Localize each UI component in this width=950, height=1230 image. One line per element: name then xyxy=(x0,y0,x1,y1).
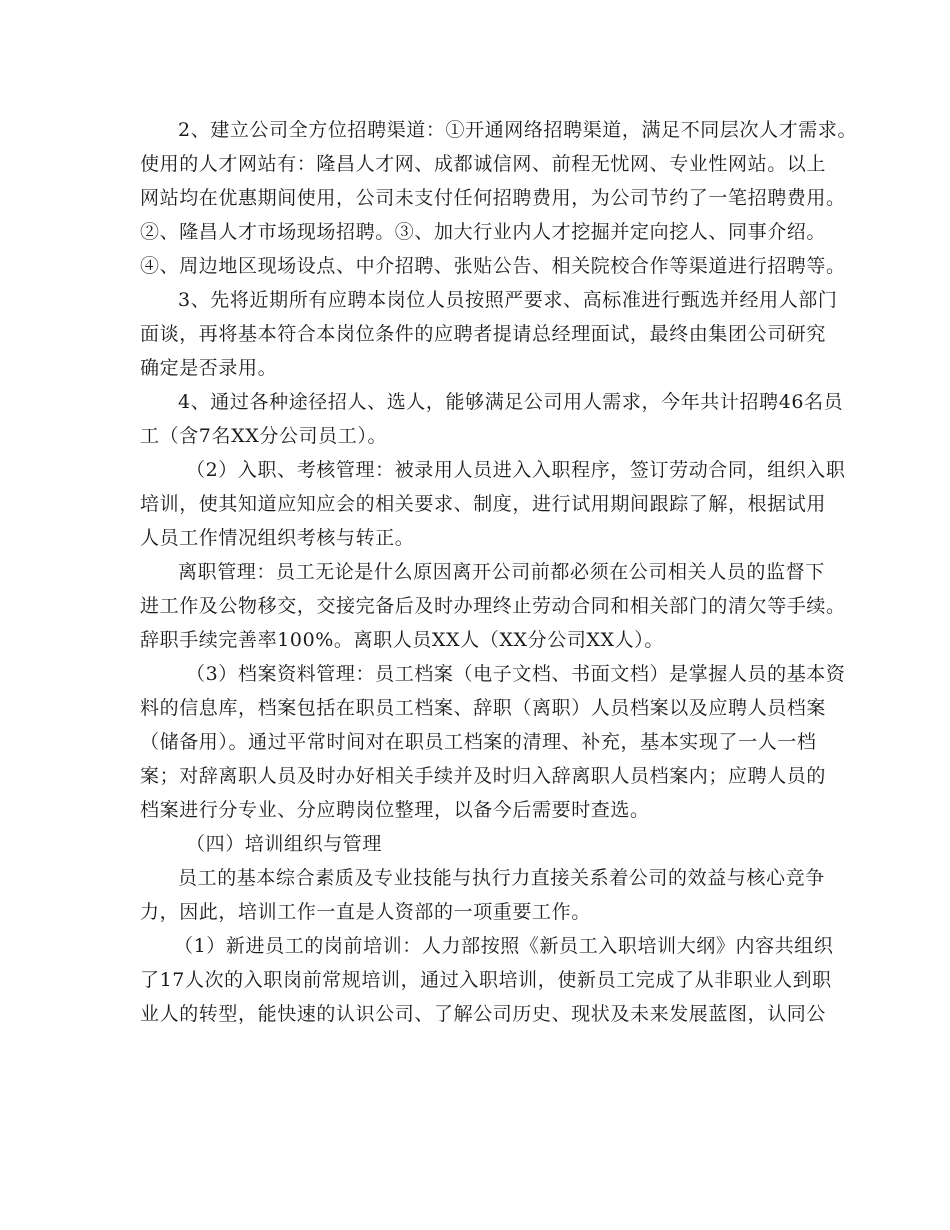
paragraph-line: ②、隆昌人才市场现场招聘。③、加大行业内人才挖掘并定向挖人、同事介绍。 xyxy=(140,221,827,243)
paragraph-line: 面谈，再将基本符合本岗位条件的应聘者提请总经理面试，最终由集团公司研究 xyxy=(140,323,827,345)
paragraph-line: 辞职手续完善率100%。离职人员XX人（XX分公司XX人）。 xyxy=(140,629,664,651)
paragraph-line: 离职管理：员工无论是什么原因离开公司前都必须在公司相关人员的监督下 xyxy=(178,561,825,583)
paragraph-line: 了17人次的入职岗前常规培训，通过入职培训，使新员工完成了从非职业人到职 xyxy=(140,969,832,991)
paragraph-line: （3）档案资料管理：员工档案（电子文档、书面文档）是掌握人员的基本资 xyxy=(186,663,846,685)
paragraph-line: 力，因此，培训工作一直是人资部的一项重要工作。 xyxy=(140,901,591,923)
paragraph-line: （1）新进员工的岗前培训：人力部按照《新员工入职培训大纲》内容共组织 xyxy=(174,935,834,957)
paragraph-line: ④、周边地区现场设点、中介招聘、张贴公告、相关院校合作等渠道进行招聘等。 xyxy=(140,255,846,277)
paragraph-line: 网站均在优惠期间使用，公司未支付任何招聘费用，为公司节约了一笔招聘费用。 xyxy=(140,187,846,209)
paragraph-line: 档案进行分专业、分应聘岗位整理，以备今后需要时查选。 xyxy=(140,799,650,821)
paragraph-line: 2、建立公司全方位招聘渠道：①开通网络招聘渠道，满足不同层次人才需求。 xyxy=(178,119,858,141)
paragraph-line: （2）入职、考核管理：被录用人员进入入职程序，签订劳动合同，组织入职 xyxy=(186,459,846,481)
paragraph-line: 料的信息库，档案包括在职员工档案、辞职（离职）人员档案以及应聘人员档案 xyxy=(140,697,827,719)
paragraph-line: 工（含7名XX分公司员工）。 xyxy=(140,425,388,447)
paragraph-line: （储备用）。通过平常时间对在职员工档案的清理、补充，基本实现了一人一档 xyxy=(140,731,817,753)
paragraph-line: 确定是否录用。 xyxy=(140,357,278,379)
paragraph-line: 3、先将近期所有应聘本岗位人员按照严要求、高标准进行甄选并经用人部门 xyxy=(178,289,838,311)
paragraph-line: 4、通过各种途径招人、选人，能够满足公司用人需求，今年共计招聘46名员 xyxy=(178,391,844,413)
paragraph-line: 员工的基本综合素质及专业技能与执行力直接关系着公司的效益与核心竞争 xyxy=(178,867,825,889)
document-page xyxy=(140,113,858,1031)
paragraph-line: 人员工作情况组织考核与转正。 xyxy=(140,527,415,549)
paragraph-line: 案；对辞离职人员及时办好相关手续并及时归入辞离职人员档案内；应聘人员的 xyxy=(140,765,827,787)
paragraph-line: 培训，使其知道应知应会的相关要求、制度，进行试用期间跟踪了解，根据试用 xyxy=(140,493,827,515)
section-heading: （四）培训组织与管理 xyxy=(186,833,383,855)
paragraph-line: 使用的人才网站有：隆昌人才网、成都诚信网、前程无忧网、专业性网站。以上 xyxy=(140,153,827,175)
paragraph-line: 业人的转型，能快速的认识公司、了解公司历史、现状及未来发展蓝图，认同公 xyxy=(140,1003,827,1025)
paragraph-line: 进工作及公物移交，交接完备后及时办理终止劳动合同和相关部门的清欠等手续。 xyxy=(140,595,846,617)
